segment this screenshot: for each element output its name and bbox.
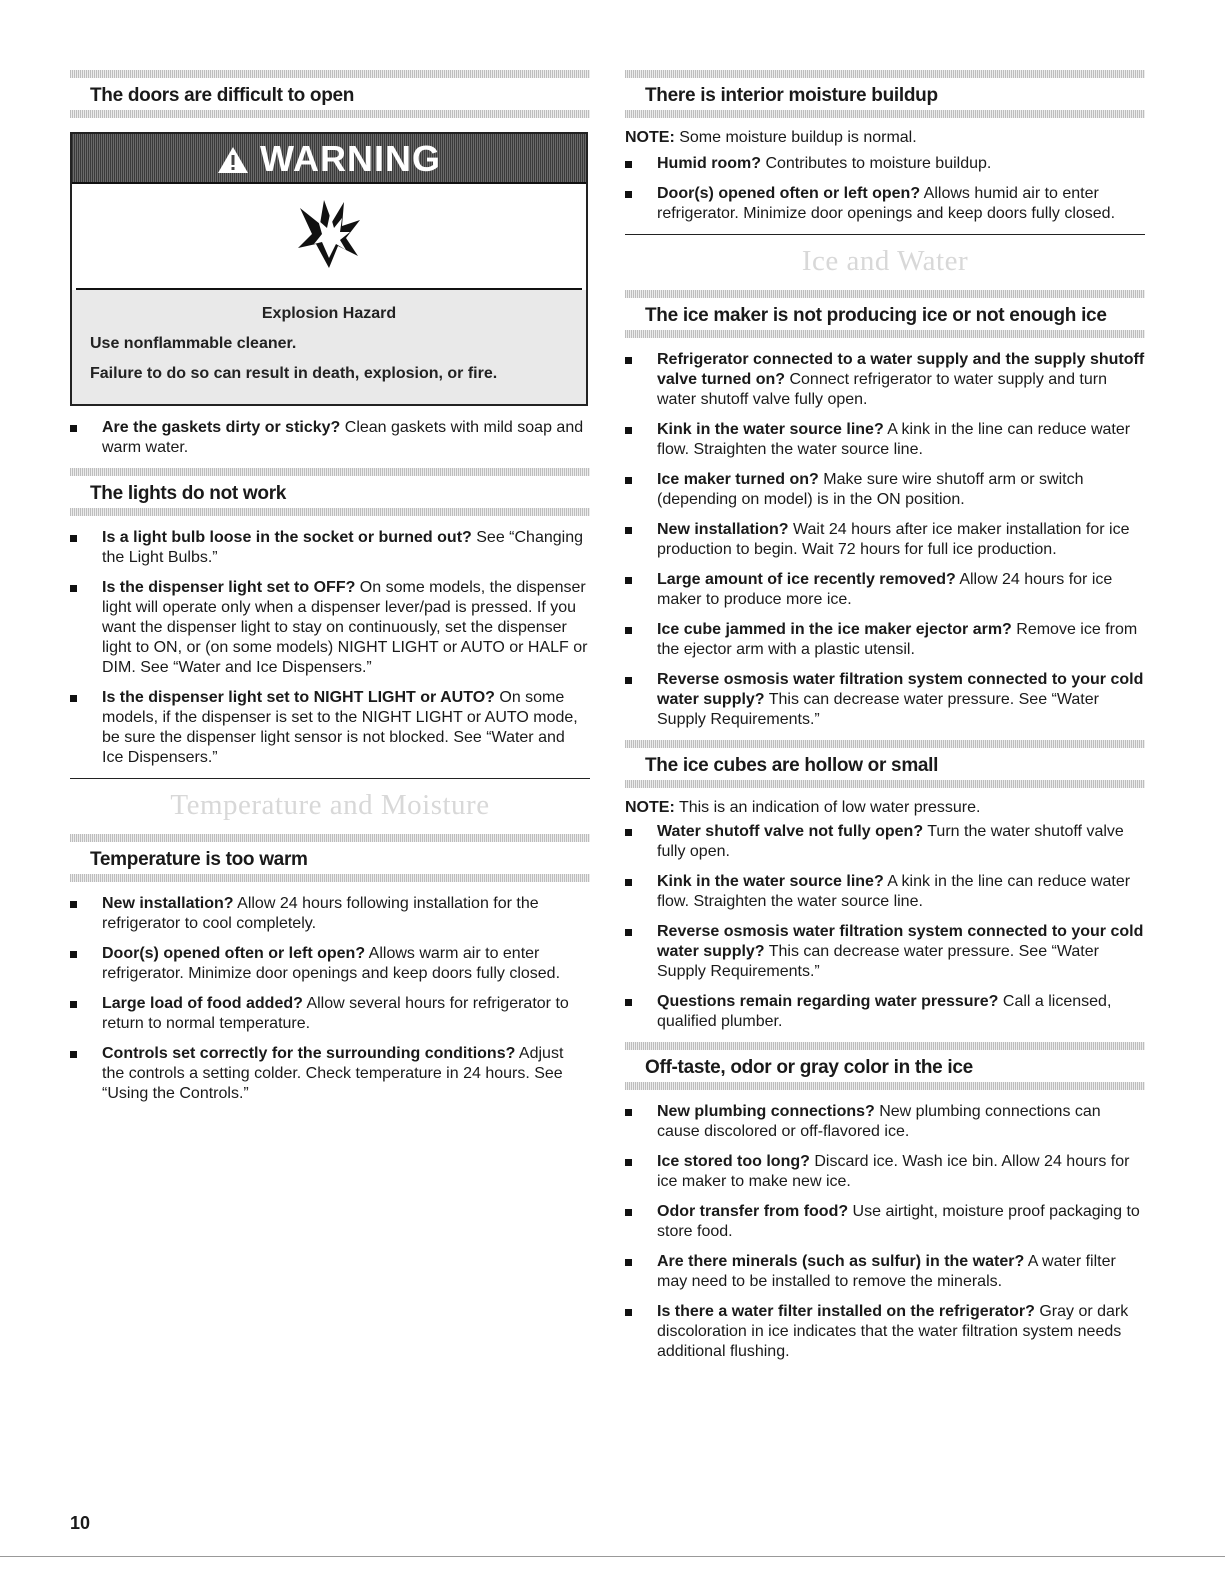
list-item: Is there a water filter installed on the refrigerator? Gray or dark discoloration in ice indicates that the water filtration system needs additional flushing. xyxy=(625,1302,1145,1362)
bullet-icon xyxy=(70,425,77,432)
warning-triangle-icon xyxy=(217,138,260,179)
bullet-icon xyxy=(625,929,632,936)
bullet-icon xyxy=(625,161,632,168)
moisture-heading: There is interior moisture buildup xyxy=(625,70,1145,118)
bullet-icon xyxy=(625,577,632,584)
icemaker-heading: The ice maker is not producing ice or not enough ice xyxy=(625,290,1145,338)
hollow-heading: The ice cubes are hollow or small xyxy=(625,740,1145,788)
explosion-icon xyxy=(294,198,364,275)
warning-banner xyxy=(72,134,586,184)
list-item: Refrigerator connected to a water supply and the supply shutoff valve turned on? Connect refrigerator to water supply and turn water shutoff valve fully open. xyxy=(625,350,1145,410)
bullet-icon xyxy=(625,191,632,198)
lights-list xyxy=(70,528,590,768)
bullet-icon xyxy=(625,527,632,534)
bullet-icon xyxy=(70,695,77,702)
bullet-icon xyxy=(625,677,632,684)
list-item: New installation? Wait 24 hours after ice maker installation for ice production to begin. Wait 72 hours for full ice production. xyxy=(625,520,1145,560)
bullet-icon xyxy=(70,1051,77,1058)
warning-box xyxy=(70,132,588,406)
bullet-icon xyxy=(625,627,632,634)
list-item: Reverse osmosis water filtration system connected to your cold water supply? This can decrease water pressure. See “Water Supply Requirements.” xyxy=(625,922,1145,982)
bullet-icon xyxy=(625,999,632,1006)
list-item: Kink in the water source line? A kink in the line can reduce water flow. Straighten the water source line. xyxy=(625,872,1145,912)
taste-list xyxy=(625,1102,1145,1362)
section-title-ice-water: Ice and Water xyxy=(801,245,969,277)
temp-list xyxy=(70,894,590,1104)
bullet-icon xyxy=(625,1309,632,1316)
bottom-border xyxy=(0,1556,1225,1557)
moisture-list xyxy=(625,154,1145,224)
list-item: Ice cube jammed in the ice maker ejector arm? Remove ice from the ejector arm with a plastic utensil. xyxy=(625,620,1145,660)
bullet-icon xyxy=(625,1209,632,1216)
list-item: Reverse osmosis water filtration system connected to your cold water supply? This can decrease water pressure. See “Water Supply Requirements.” xyxy=(625,670,1145,730)
hollow-list xyxy=(625,822,1145,1032)
list-item: Kink in the water source line? A kink in the line can reduce water flow. Straighten the water source line. xyxy=(625,420,1145,460)
list-item: Door(s) opened often or left open? Allows humid air to enter refrigerator. Minimize door openings and keep doors fully closed. xyxy=(625,184,1145,224)
bullet-icon xyxy=(625,477,632,484)
warning-title: WARNING xyxy=(260,138,441,179)
bullet-icon xyxy=(625,879,632,886)
list-item: Odor transfer from food? Use airtight, moisture proof packaging to store food. xyxy=(625,1202,1145,1242)
list-item: Controls set correctly for the surrounding conditions? Adjust the controls a setting colder. Check temperature in 24 hours. See “Using the Controls.” xyxy=(70,1044,590,1104)
list-item: Is a light bulb loose in the socket or burned out? See “Changing the Light Bulbs.” xyxy=(70,528,590,568)
taste-heading: Off-taste, odor or gray color in the ice xyxy=(625,1042,1145,1090)
doors-list xyxy=(70,418,590,458)
temp-heading: Temperature is too warm xyxy=(70,834,590,882)
bullet-icon xyxy=(625,357,632,364)
doors-heading: The doors are difficult to open xyxy=(70,70,590,118)
right-column xyxy=(625,70,1145,1372)
bullet-icon xyxy=(625,427,632,434)
bullet-icon xyxy=(625,1109,632,1116)
lights-heading: The lights do not work xyxy=(70,468,590,516)
left-column xyxy=(70,70,590,1114)
bullet-icon xyxy=(70,585,77,592)
hollow-note: NOTE: This is an indication of low water pressure. xyxy=(625,799,981,816)
list-item: New installation? Allow 24 hours following installation for the refrigerator to cool completely. xyxy=(70,894,590,934)
list-item: Large load of food added? Allow several hours for refrigerator to return to normal temperature. xyxy=(70,994,590,1034)
list-item: Door(s) opened often or left open? Allows warm air to enter refrigerator. Minimize door openings and keep doors fully closed. xyxy=(70,944,590,984)
bullet-icon xyxy=(70,951,77,958)
bullet-icon xyxy=(70,901,77,908)
bullet-icon xyxy=(625,1159,632,1166)
list-item: New plumbing connections? New plumbing connections can cause discolored or off-flavored ice. xyxy=(625,1102,1145,1142)
list-item: Is the dispenser light set to NIGHT LIGHT or AUTO? On some models, if the dispenser is set to the NIGHT LIGHT or AUTO mode, be sure the dispenser light sensor is not blocked. See “Water and Ice Dispensers.” xyxy=(70,688,590,768)
list-item: Ice stored too long? Discard ice. Wash ice bin. Allow 24 hours for ice maker to make new ice. xyxy=(625,1152,1145,1192)
bullet-icon xyxy=(625,829,632,836)
list-item: Ice maker turned on? Make sure wire shutoff arm or switch (depending on model) is in the ON position. xyxy=(625,470,1145,510)
section-title-temperature: Temperature and Moisture xyxy=(170,789,490,821)
warning-hazard: Explosion Hazard xyxy=(261,305,397,322)
bullet-icon xyxy=(70,1001,77,1008)
list-item: Large amount of ice recently removed? Allow 24 hours for ice maker to produce more ice. xyxy=(625,570,1145,610)
page-number: 10 xyxy=(70,1513,91,1533)
bullet-icon xyxy=(625,1259,632,1266)
list-item: Humid room? Contributes to moisture buildup. xyxy=(625,154,1145,174)
list-item: Are the gaskets dirty or sticky? Clean gaskets with mild soap and warm water. xyxy=(70,418,590,458)
list-item: Are there minerals (such as sulfur) in the water? A water filter may need to be installed to remove the minerals. xyxy=(625,1252,1145,1292)
warning-line-1: Use nonflammable cleaner. xyxy=(90,335,297,352)
icemaker-list xyxy=(625,350,1145,730)
warning-line-2: Failure to do so can result in death, explosion, or fire. xyxy=(90,365,498,382)
bullet-icon xyxy=(70,535,77,542)
moisture-note: NOTE: Some moisture buildup is normal. xyxy=(625,129,917,146)
list-item: Water shutoff valve not fully open? Turn the water shutoff valve fully open. xyxy=(625,822,1145,862)
list-item: Is the dispenser light set to OFF? On some models, the dispenser light will operate only when a dispenser lever/pad is pressed. If you want the dispenser light to stay on continuously, set the dispenser light to ON, or (on some models) NIGHT LIGHT or AUTO or HALF or DIM. See “Water and Ice Dispensers.” xyxy=(70,578,590,678)
list-item: Questions remain regarding water pressure? Call a licensed, qualified plumber. xyxy=(625,992,1145,1032)
